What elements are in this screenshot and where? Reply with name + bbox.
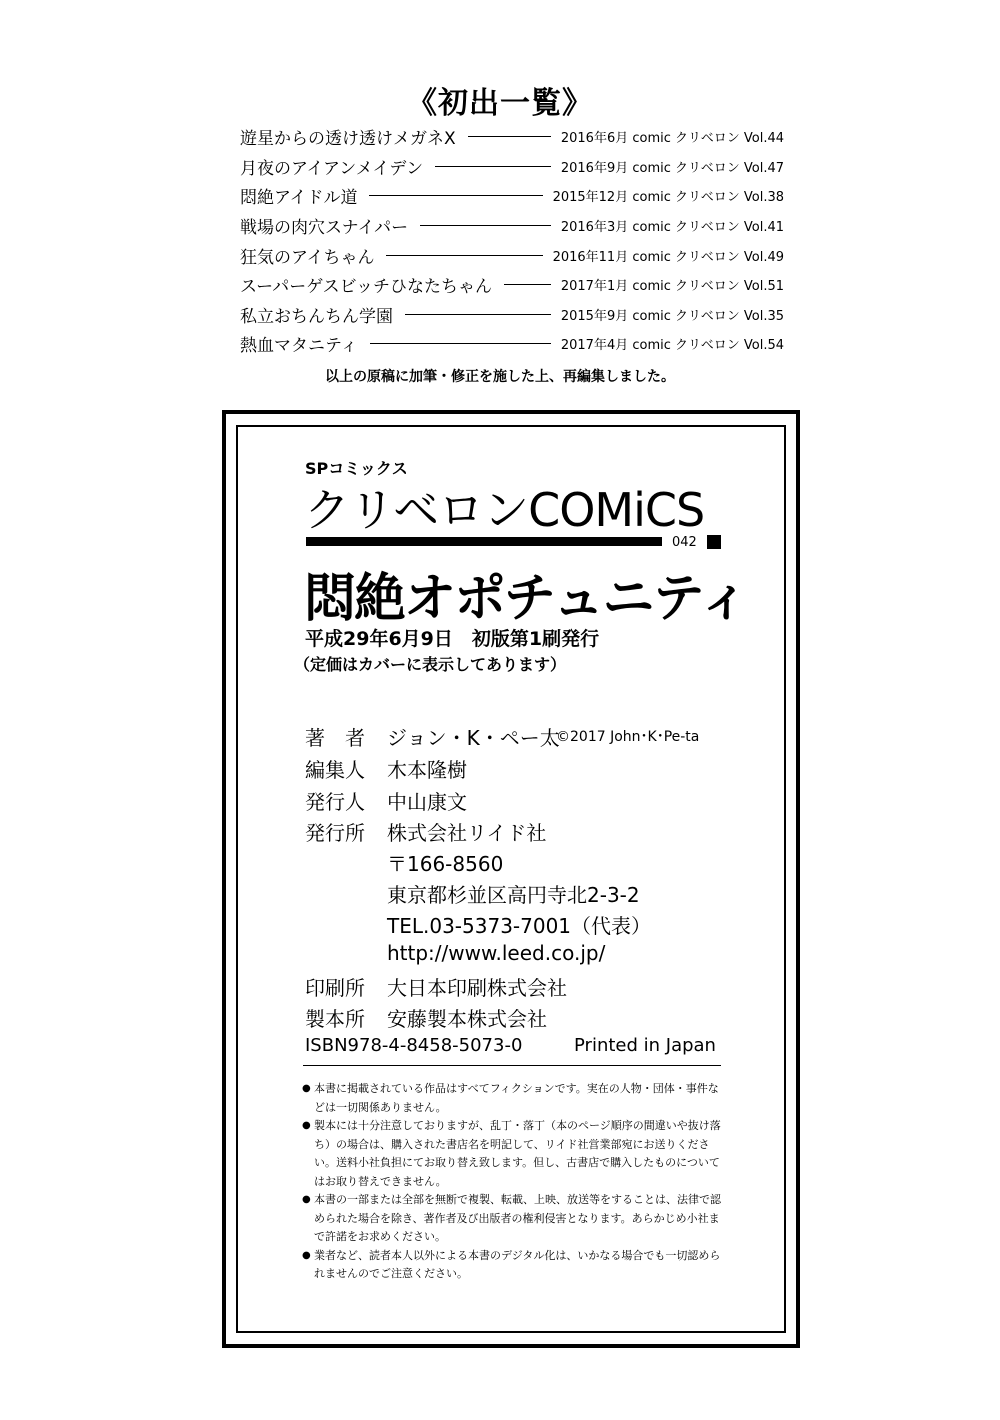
publisher-row <box>305 817 546 846</box>
binder-name: 安藤製本株式会社 <box>387 1007 547 1031</box>
publisher-person-row <box>305 786 467 815</box>
series-number: 042 <box>672 535 697 550</box>
story-source: 2017年4月 comic クリベロン Vol.54 <box>560 338 784 354</box>
story-title: スーパーゲスビッチひなたちゃん <box>240 277 492 298</box>
leader-line <box>504 284 551 285</box>
list-item <box>240 181 784 211</box>
bullet-icon: ● <box>302 1120 311 1131</box>
brand-logo: クリベロンCOMiCS <box>304 483 705 537</box>
story-source: 2016年11月 comic クリベロン Vol.49 <box>552 249 784 265</box>
series-label: SPコミックス <box>305 459 408 478</box>
notice-item <box>302 1191 722 1247</box>
binder-label: 製本所 <box>305 1007 365 1031</box>
bullet-icon: ● <box>302 1194 311 1205</box>
book-title: 悶絶オポチュニティ <box>304 569 749 629</box>
notice-item <box>302 1247 722 1284</box>
copyright: ©2017 John･K･Pe-ta <box>556 729 700 745</box>
leader-line <box>420 225 551 226</box>
author-label: 著 者 <box>305 726 365 750</box>
list-item <box>240 152 784 182</box>
editor-label: 編集人 <box>305 758 365 782</box>
isbn: ISBN978-4-8458-5073-0 <box>305 1035 523 1056</box>
tel-row <box>305 910 651 939</box>
story-title: 戦場の肉穴スナイパー <box>240 218 409 239</box>
notice-text: 本書に掲載されている作品はすべてフィクションです。実在の人物・団体・事件などは一切関係ありません。 <box>314 1082 719 1114</box>
telephone: TEL.03-5373-7001（代表） <box>387 914 652 938</box>
list-item <box>240 329 784 359</box>
price-note: （定価はカバーに表示してあります） <box>294 655 567 674</box>
bullet-icon: ● <box>302 1249 311 1261</box>
editor-row <box>305 754 467 783</box>
notice-text: 業者など、読者本人以外による本書のデジタル化は、いかなる場合でも一切認められませんのでご注意ください。 <box>314 1248 721 1280</box>
list-item <box>240 240 784 270</box>
printed-in: Printed in Japan <box>574 1035 716 1056</box>
notice-list <box>302 1080 722 1284</box>
story-title: 悶絶アイドル道 <box>240 188 358 209</box>
notice-text: 製本には十分注意しておりますが、乱丁・落丁（本のページ順序の間違いや抜け落ち）の場合は、購入された書店名を明記して、リイド社営業部宛にお送りください。送料小社負担にてお取り替え致します。但し、古書店で購入したものについてはお取り替えできません。 <box>314 1119 721 1188</box>
postal-row <box>305 848 503 877</box>
address: 東京都杉並区高円寺北2-3-2 <box>387 883 640 907</box>
binder-row <box>305 1003 547 1032</box>
leader-line <box>370 343 551 344</box>
editor-name: 木本隆樹 <box>387 758 467 782</box>
list-item <box>240 122 784 152</box>
leader-line <box>405 314 551 315</box>
first-appearance-list <box>240 122 784 359</box>
leader-line <box>369 195 542 196</box>
leader-line <box>435 166 551 167</box>
address-row <box>305 879 640 908</box>
story-title: 狂気のアイちゃん <box>240 247 375 268</box>
publish-date: 平成29年6月9日 初版第1刷発行 <box>305 628 600 650</box>
notice-text: 本書の一部または全部を無断で複製、転載、上映、放送等をすることは、法律で認められた場合を除き、著作者及び出版者の権利侵害となります。あらかじめ小社まで許諾をお求めください。 <box>314 1193 721 1243</box>
story-title: 遊星からの透け透けメガネX <box>240 129 456 150</box>
printer-row <box>305 972 567 1001</box>
story-source: 2015年9月 comic クリベロン Vol.35 <box>560 308 784 324</box>
printer-name: 大日本印刷株式会社 <box>387 976 567 1000</box>
notice-item <box>302 1080 722 1117</box>
story-title: 月夜のアイアンメイデン <box>240 158 424 179</box>
list-item <box>240 300 784 330</box>
story-source: 2015年12月 comic クリベロン Vol.38 <box>552 190 784 206</box>
series-square <box>707 535 721 549</box>
story-source: 2016年6月 comic クリベロン Vol.44 <box>560 131 784 147</box>
story-source: 2016年3月 comic クリベロン Vol.41 <box>560 220 784 236</box>
list-item <box>240 211 784 241</box>
story-source: 2017年1月 comic クリベロン Vol.51 <box>560 279 784 295</box>
publisher-person-label: 発行人 <box>305 790 365 814</box>
story-title: 私立おちんちん学園 <box>240 306 393 327</box>
first-appearance-note: 以上の原稿に加筆・修正を施した上、再編集しました。 <box>325 369 675 385</box>
website-url: http://www.leed.co.jp/ <box>387 941 606 965</box>
publisher-label: 発行所 <box>305 821 365 845</box>
author-row <box>305 722 560 751</box>
postal-code: 〒166-8560 <box>387 852 504 876</box>
publisher-name: 株式会社リイド社 <box>387 821 547 845</box>
printer-label: 印刷所 <box>305 976 365 1000</box>
notice-item <box>302 1117 722 1191</box>
publisher-person-name: 中山康文 <box>387 790 467 814</box>
brand-bar <box>306 537 662 546</box>
divider <box>303 1065 721 1066</box>
list-item <box>240 270 784 300</box>
author-name: ジョン・K・ペー太 <box>387 726 560 750</box>
bullet-icon: ● <box>302 1083 311 1094</box>
url-row <box>305 941 605 965</box>
first-appearance-title: 《初出一覧》 <box>407 86 593 121</box>
leader-line <box>468 136 551 137</box>
story-source: 2016年9月 comic クリベロン Vol.47 <box>560 160 784 176</box>
story-title: 熱血マタニティ <box>240 336 358 357</box>
leader-line <box>386 255 542 256</box>
